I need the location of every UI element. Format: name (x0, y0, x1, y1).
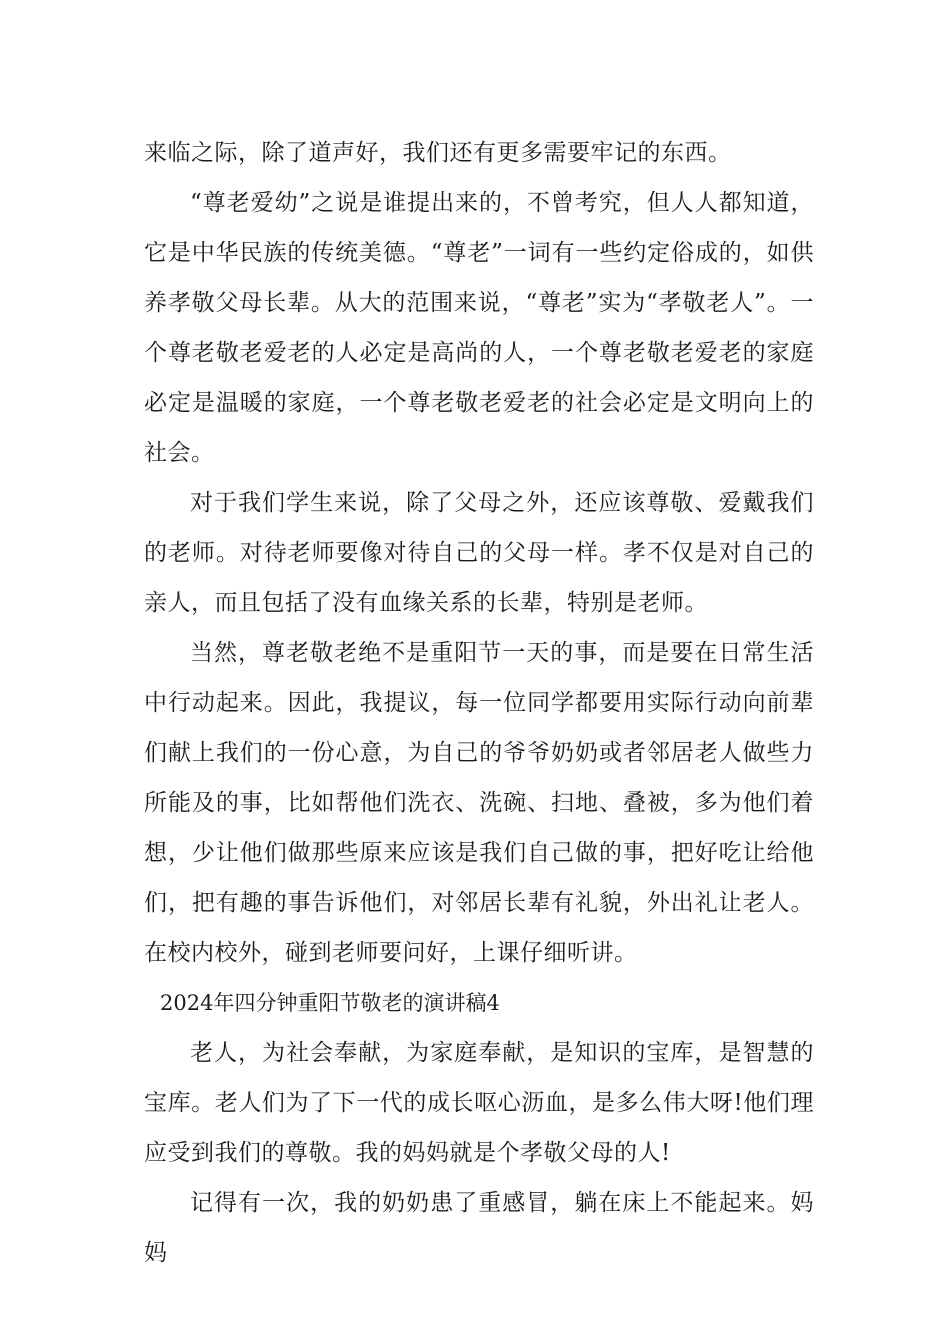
document-body (144, 128, 814, 1278)
paragraph-2: “尊老爱幼”之说是谁提出来的，不曾考究，但人人都知道，它是中华民族的传统美德。“尊老”一词有一些约定俗成的，如供养孝敬父母长辈。从大的范围来说，“尊老”实为“孝敬老人”。一个尊老敬老爱老的人必定是高尚的人，一个尊老敬老爱老的家庭必定是温暖的家庭，一个尊老敬老爱老的社会必定是文明向上的社会。 (144, 190, 814, 466)
paragraph-5: 老人，为社会奉献，为家庭奉献，是知识的宝库，是智慧的宝库。老人们为了下一代的成长呕心沥血，是多么伟大呀!他们理应受到我们的尊敬。我的妈妈就是个孝敬父母的人! (144, 1040, 814, 1166)
paragraph-3: 对于我们学生来说，除了父母之外，还应该尊敬、爱戴我们的老师。对待老师要像对待自己的父母一样。孝不仅是对自己的亲人，而且包括了没有血缘关系的长辈，特别是老师。 (144, 490, 814, 616)
paragraph-4: 当然，尊老敬老绝不是重阳节一天的事，而是要在日常生活中行动起来。因此，我提议，每一位同学都要用实际行动向前辈们献上我们的一份心意，为自己的爷爷奶奶或者邻居老人做些力所能及的事，比如帮他们洗衣、洗碗、扫地、叠被，多为他们着想，少让他们做那些原来应该是我们自己做的事，把好吃让给他们，把有趣的事告诉他们，对邻居长辈有礼貌，外出礼让老人。在校内校外，碰到老师要问好，上课仔细听讲。 (144, 640, 814, 966)
paragraph-1: 来临之际，除了道声好，我们还有更多需要牢记的东西。 (144, 140, 732, 166)
section-heading: 2024年四分钟重阳节敬老的演讲稿4 (160, 991, 500, 1015)
paragraph-6: 记得有一次，我的奶奶患了重感冒，躺在床上不能起来。妈妈 (144, 1190, 814, 1266)
